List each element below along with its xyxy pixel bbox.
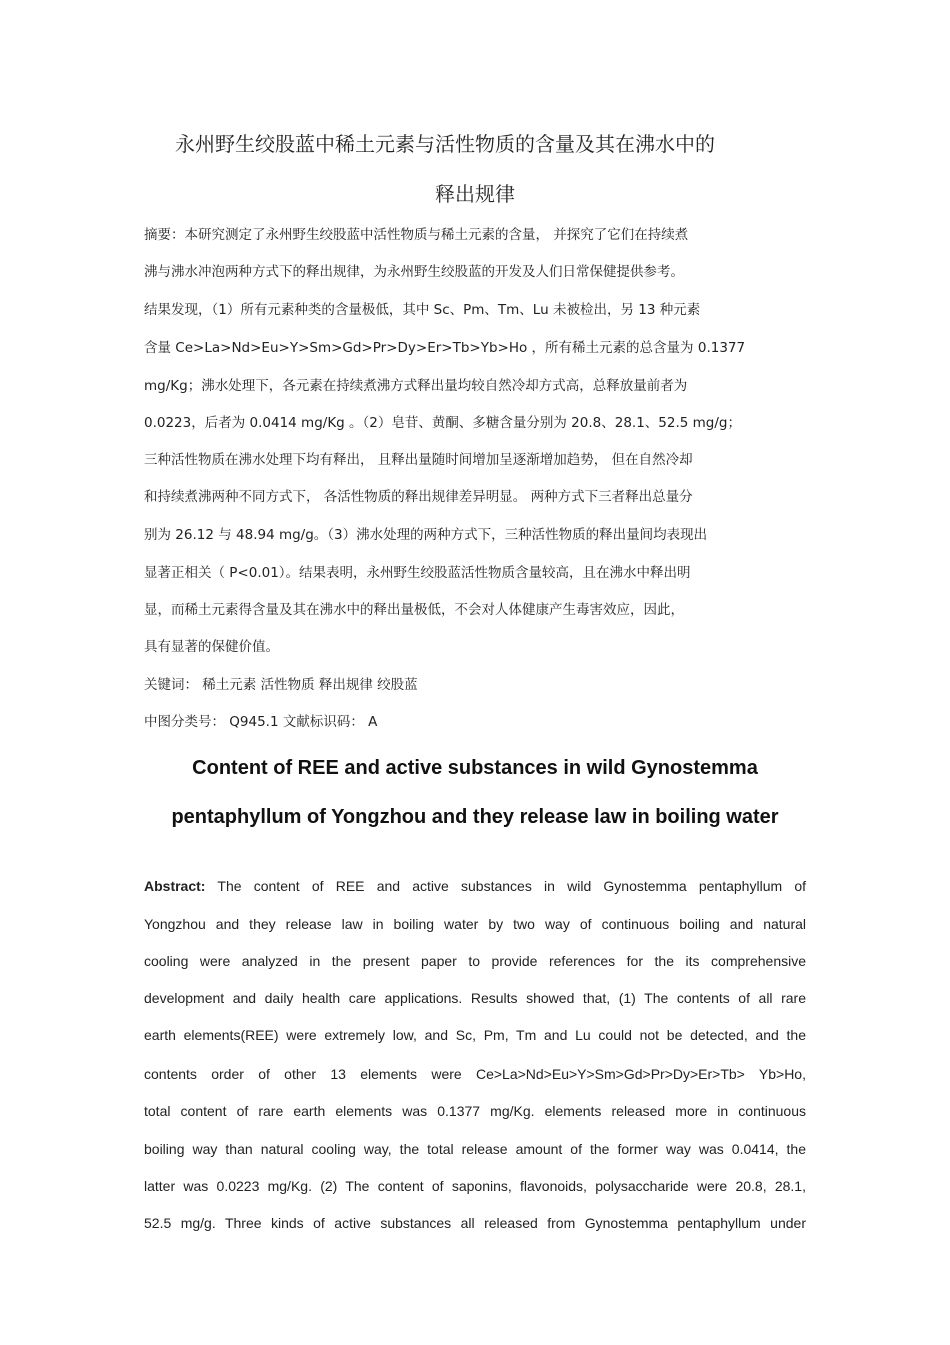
keywords: 关键词： 稀土元素 活性物质 释出规律 绞股蓝 — [144, 677, 418, 693]
en-abstract-line: development and daily health care applications. Results showed that, (1) The contents of all rare — [144, 990, 806, 1006]
en-abstract-line: total content of rare earth elements was 0.1377 mg/Kg. elements released more in continuous — [144, 1103, 806, 1119]
cn-abstract-line: 结果发现，（1）所有元素种类的含量极低，其中 Sc、Pm、Tm、Lu 未被检出，另 13 种元素 — [144, 302, 701, 318]
en-abstract-line: 52.5 mg/g. Three kinds of active substances all released from Gynostemma pentaphyllum under — [144, 1215, 806, 1231]
en-abstract-line: earth elements(REE) were extremely low, and Sc, Pm, Tm and Lu could not be detected, and the — [144, 1027, 806, 1043]
classification-number: 中图分类号： Q945.1 文献标识码： A — [144, 714, 378, 730]
cn-abstract-line: 显，而稀土元素得含量及其在沸水中的释出量极低，不会对人体健康产生毒害效应，因此， — [144, 602, 684, 618]
cn-abstract-line: mg/Kg；沸水处理下，各元素在持续煮沸方式释出量均较自然冷却方式高，总释放量前者为 — [144, 378, 688, 394]
abstract-text: The content of REE and active substances in wild Gynostemma pentaphyllum of — [217, 878, 807, 894]
english-title-line-1: Content of REE and active substances in wild Gynostemma — [192, 757, 758, 779]
chinese-title-line-1: 永州野生绞股蓝中稀土元素与活性物质的含量及其在沸水中的 — [175, 132, 715, 156]
cn-abstract-line: 和持续煮沸两种不同方式下， 各活性物质的释出规律差异明显。 两种方式下三者释出总量分 — [144, 489, 693, 505]
cn-abstract-line: 显著正相关（ P<0.01）。结果表明，永州野生绞股蓝活性物质含量较高，且在沸水中释出明 — [144, 565, 691, 581]
en-abstract-line: Yongzhou and they release law in boiling water by two way of continuous boiling and natural — [144, 916, 806, 932]
en-abstract-first-line — [144, 876, 806, 896]
en-abstract-line: contents order of other 13 elements were Ce>La>Nd>Eu>Y>Sm>Gd>Pr>Dy>Er>Tb> Yb>Ho, — [144, 1066, 806, 1082]
chinese-title-line-2: 释出规律 — [435, 182, 515, 206]
cn-abstract-line: 0.0223，后者为 0.0414 mg/Kg 。（2）皂苷、黄酮、多糖含量分别为 20.8、28.1、52.5 mg/g； — [144, 415, 741, 431]
english-title-line-2: pentaphyllum of Yongzhou and they release law in boiling water — [171, 806, 779, 828]
cn-abstract-line: 沸与沸水冲泡两种方式下的释出规律，为永州野生绞股蓝的开发及人们日常保健提供参考。 — [144, 264, 684, 280]
en-abstract-line: boiling way than natural cooling way, the total release amount of the former way was 0.0414, the — [144, 1141, 806, 1157]
cn-abstract-line: 具有显著的保健价值。 — [144, 639, 279, 655]
cn-abstract-line: 别为 26.12 与 48.94 mg/g。（3）沸水处理的两种方式下，三种活性物质的释出量间均表现出 — [144, 527, 708, 543]
en-abstract-line: latter was 0.0223 mg/Kg. (2) The content of saponins, flavonoids, polysaccharide were 20.8, 28.1, — [144, 1178, 806, 1194]
abstract-label: Abstract: — [144, 878, 206, 894]
cn-abstract-line: 摘要：本研究测定了永州野生绞股蓝中活性物质与稀土元素的含量， 并探究了它们在持续煮 — [144, 227, 689, 243]
cn-abstract-line: 三种活性物质在沸水处理下均有释出， 且释出量随时间增加呈逐渐增加趋势， 但在自然冷却 — [144, 452, 693, 468]
cn-abstract-line: 含量 Ce>La>Nd>Eu>Y>Sm>Gd>Pr>Dy>Er>Tb>Yb>Ho ，所有稀土元素的总含量为 0.1377 — [144, 340, 746, 356]
en-abstract-line: cooling were analyzed in the present paper to provide references for the its comprehensive — [144, 953, 806, 969]
